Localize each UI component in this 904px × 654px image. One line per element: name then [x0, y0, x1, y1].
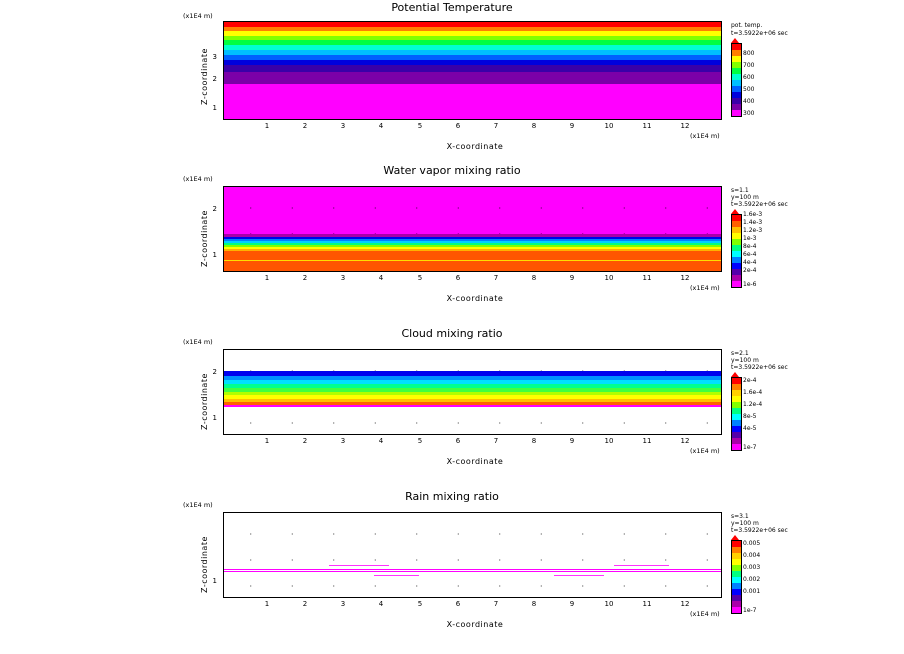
colorbar-tick: 400 — [743, 98, 755, 105]
panel-title: Potential Temperature — [391, 1, 513, 14]
colorbar-tick: 8e-5 — [743, 413, 757, 420]
x-tick: 2 — [302, 274, 308, 282]
colorbar-tick: 700 — [743, 62, 755, 69]
contour-band — [224, 187, 721, 234]
x-tick: 3 — [340, 437, 346, 445]
plot-area — [223, 186, 722, 272]
y-unit-label: (x1E4 m) — [183, 175, 213, 183]
x-tick: 6 — [455, 437, 461, 445]
colorbar-annotation: y=100 m — [731, 194, 759, 201]
x-axis-label: X-coordinate — [446, 294, 504, 303]
x-tick: 7 — [493, 122, 499, 130]
contour-band — [224, 251, 721, 272]
x-axis-label: X-coordinate — [446, 142, 504, 151]
y-tick: 1 — [212, 577, 217, 585]
x-tick: 5 — [417, 274, 423, 282]
x-tick: 1 — [264, 274, 270, 282]
x-tick: 8 — [531, 437, 537, 445]
colorbar-tick: 0.002 — [743, 576, 761, 583]
plot-area — [223, 512, 722, 598]
colorbar-annotation: t=3.5922e+06 sec — [731, 30, 788, 37]
colorbar-tick: 1e-7 — [743, 607, 757, 614]
y-tick: 1 — [212, 414, 217, 422]
colorbar-tick: 6e-4 — [743, 251, 757, 258]
colorbar-tick: 1.4e-3 — [743, 219, 763, 226]
panel-cloud-mixing-ratio — [0, 325, 904, 487]
colorbar-gradient — [731, 214, 742, 288]
x-tick: 4 — [378, 600, 384, 608]
x-tick: 1 — [264, 600, 270, 608]
colorbar-gradient — [731, 377, 742, 451]
y-tick: 2 — [212, 205, 217, 213]
x-unit-label: (x1E4 m) — [690, 447, 720, 455]
colorbar-annotation: s=1.1 — [731, 187, 749, 194]
colorbar-tick: 8e-4 — [743, 243, 757, 250]
colorbar-tick: 800 — [743, 50, 755, 57]
colorbar-tick: 1.2e-3 — [743, 227, 763, 234]
colorbar-tick: 4e-4 — [743, 259, 757, 266]
x-tick: 9 — [569, 274, 575, 282]
colorbar-tick: 2e-4 — [743, 267, 757, 274]
y-tick: 2 — [212, 75, 217, 83]
colorbar-tick: 1.6e-3 — [743, 211, 763, 218]
y-unit-label: (x1E4 m) — [183, 338, 213, 346]
x-tick: 1 — [264, 122, 270, 130]
x-axis-label: X-coordinate — [446, 457, 504, 466]
colorbar-annotation: t=3.5922e+06 sec — [731, 201, 788, 208]
panel-water-vapor-mixing-ratio — [0, 162, 904, 324]
plot-area — [223, 21, 722, 120]
x-tick: 11 — [642, 122, 652, 130]
x-axis-label: X-coordinate — [446, 620, 504, 629]
colorbar-annotation: y=100 m — [731, 357, 759, 364]
x-tick: 5 — [417, 437, 423, 445]
colorbar-tick: 0.001 — [743, 588, 761, 595]
colorbar-annotation: t=3.5922e+06 sec — [731, 527, 788, 534]
x-tick: 2 — [302, 122, 308, 130]
colorbar-annotation: s=3.1 — [731, 513, 749, 520]
contour-line — [224, 260, 721, 261]
x-tick: 3 — [340, 600, 346, 608]
x-tick: 12 — [680, 122, 690, 130]
colorbar-gradient — [731, 540, 742, 614]
colorbar-annotation: s=2.1 — [731, 350, 749, 357]
colorbar-tick: 1e-7 — [743, 444, 757, 451]
x-tick: 1 — [264, 437, 270, 445]
colorbar-tick: 300 — [743, 110, 755, 117]
y-unit-label: (x1E4 m) — [183, 501, 213, 509]
panel-rain-mixing-ratio — [0, 488, 904, 654]
x-tick: 6 — [455, 274, 461, 282]
x-tick: 9 — [569, 437, 575, 445]
x-tick: 7 — [493, 437, 499, 445]
colorbar-tick: 0.003 — [743, 564, 761, 571]
panel-title: Cloud mixing ratio — [401, 327, 503, 340]
contour-band — [224, 405, 721, 407]
panel-title: Rain mixing ratio — [405, 490, 499, 503]
y-tick: 1 — [212, 104, 217, 112]
colorbar-info: pot. temp. — [731, 22, 763, 29]
x-tick: 9 — [569, 600, 575, 608]
x-tick: 8 — [531, 122, 537, 130]
y-tick: 1 — [212, 251, 217, 259]
contour-band — [224, 65, 721, 72]
x-tick: 5 — [417, 600, 423, 608]
y-unit-label: (x1E4 m) — [183, 12, 213, 20]
contour-band — [224, 84, 721, 120]
colorbar-tick: 2e-4 — [743, 377, 757, 384]
colorbar-annotation: y=100 m — [731, 520, 759, 527]
x-tick: 10 — [604, 437, 614, 445]
plot-area — [223, 349, 722, 435]
grid-dots — [224, 513, 721, 597]
x-tick: 12 — [680, 274, 690, 282]
contour-line-segment — [329, 565, 389, 566]
x-tick: 10 — [604, 274, 614, 282]
y-tick: 3 — [212, 53, 217, 61]
x-tick: 6 — [455, 600, 461, 608]
x-tick: 7 — [493, 274, 499, 282]
colorbar-tick: 1e-3 — [743, 235, 757, 242]
x-tick: 3 — [340, 122, 346, 130]
colorbar-tick: 600 — [743, 74, 755, 81]
x-tick: 11 — [642, 274, 652, 282]
x-unit-label: (x1E4 m) — [690, 284, 720, 292]
colorbar-gradient — [731, 43, 742, 117]
x-tick: 4 — [378, 274, 384, 282]
colorbar-tick: 1.6e-4 — [743, 389, 763, 396]
x-tick: 6 — [455, 122, 461, 130]
x-tick: 7 — [493, 600, 499, 608]
colorbar-tick: 1.2e-4 — [743, 401, 763, 408]
x-tick: 9 — [569, 122, 575, 130]
colorbar-tick: 4e-5 — [743, 425, 757, 432]
y-axis-label: Z-coordinate — [200, 210, 209, 267]
colorbar-tick: 1e-6 — [743, 281, 757, 288]
x-unit-label: (x1E4 m) — [690, 610, 720, 618]
y-axis-label: Z-coordinate — [200, 536, 209, 593]
x-tick: 11 — [642, 437, 652, 445]
contour-line-segment — [614, 565, 669, 566]
colorbar-annotation: t=3.5922e+06 sec — [731, 364, 788, 371]
colorbar-tick: 0.004 — [743, 552, 761, 559]
contour-band — [224, 72, 721, 84]
y-axis-label: Z-coordinate — [200, 48, 209, 105]
contour-line-segment — [554, 575, 604, 576]
contour-line — [224, 571, 721, 572]
panel-title: Water vapor mixing ratio — [383, 164, 521, 177]
y-tick: 2 — [212, 368, 217, 376]
x-tick: 8 — [531, 274, 537, 282]
x-tick: 4 — [378, 437, 384, 445]
x-tick: 10 — [604, 600, 614, 608]
x-tick: 3 — [340, 274, 346, 282]
colorbar-tick: 500 — [743, 86, 755, 93]
x-tick: 11 — [642, 600, 652, 608]
x-tick: 12 — [680, 600, 690, 608]
colorbar-tick: 0.005 — [743, 540, 761, 547]
y-axis-label: Z-coordinate — [200, 373, 209, 430]
x-tick: 10 — [604, 122, 614, 130]
contour-line-segment — [374, 575, 419, 576]
contour-line — [224, 569, 721, 570]
panel-potential-temperature — [0, 0, 904, 160]
x-unit-label: (x1E4 m) — [690, 132, 720, 140]
x-tick: 12 — [680, 437, 690, 445]
x-tick: 8 — [531, 600, 537, 608]
x-tick: 4 — [378, 122, 384, 130]
x-tick: 2 — [302, 600, 308, 608]
x-tick: 5 — [417, 122, 423, 130]
x-tick: 2 — [302, 437, 308, 445]
